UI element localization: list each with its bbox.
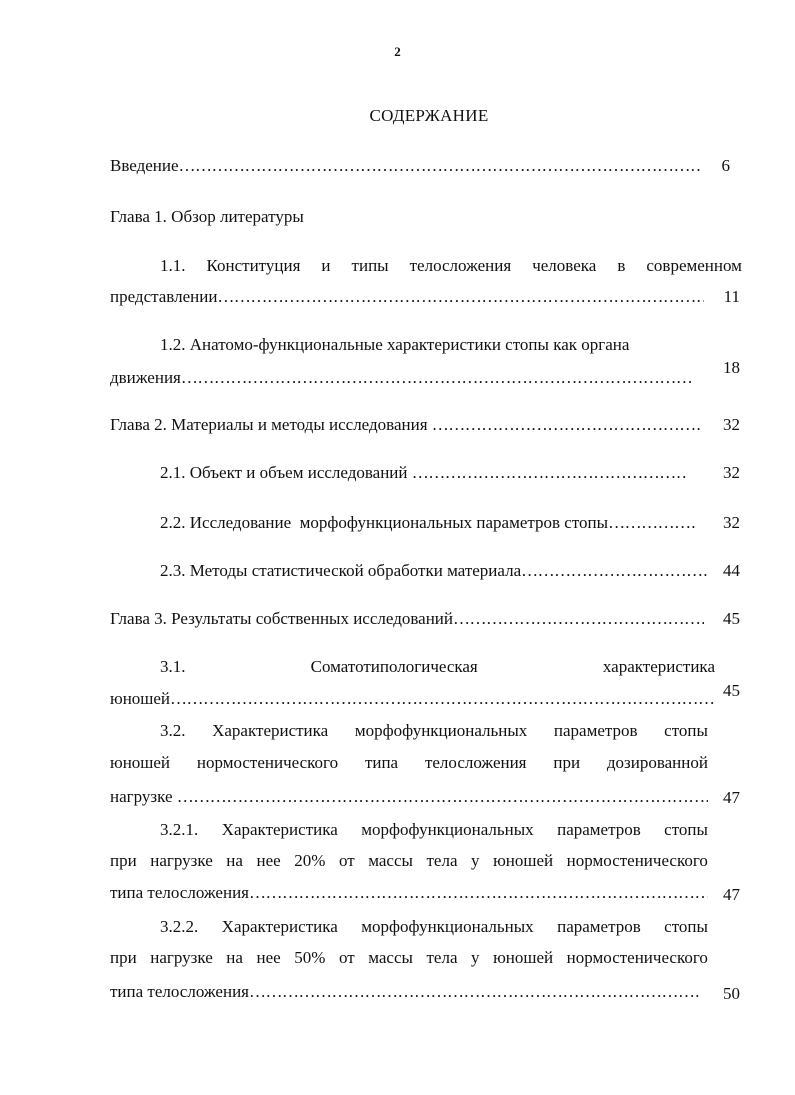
toc-page-number: 44 [723,561,740,580]
toc-page-number: 32 [723,513,740,532]
page-number: 2 [394,44,401,59]
word: 3.2.2. [160,917,199,936]
word: 3.2.1. [160,820,199,839]
word: стопы [664,721,708,740]
word: 3.2. [160,721,186,740]
word: Соматотипологическая [310,657,478,676]
word: Конституция [206,256,301,275]
word: юношей [493,851,554,870]
word: 20% [294,851,326,870]
word: параметров [557,820,641,839]
word: нагрузке [150,948,213,967]
leader-dots [217,286,704,308]
leader-dots [412,462,688,484]
leader-dots [249,882,708,904]
word: морфофункциональных [354,721,528,740]
toc-entry-text: Глава 2. Материалы и методы исследования [110,415,432,434]
word: параметров [557,917,641,936]
toc-entry-text: 2.2. Исследование морфофункциональных параметров стопы [160,513,609,532]
toc-entry-1-2-line2 [110,367,694,389]
toc-entry-3-2-line2 [110,752,708,774]
word: нормостенического [196,753,339,772]
leader-dots [453,608,704,630]
toc-entry-3-2-1-line3 [110,882,708,904]
word: массы [368,948,413,967]
word: нормостенического [566,851,708,870]
word: морфофункциональных [361,820,534,839]
page-title: СОДЕРЖАНИЕ [369,106,489,125]
word: у [471,948,480,967]
word: человека [532,256,597,275]
toc-entry-2-1 [160,462,688,484]
word: Характеристика [221,917,338,936]
leader-dots [432,414,700,436]
word: дозированной [606,753,708,772]
toc-entry-text: представлении [110,287,218,306]
word: от [338,948,355,967]
word: тела [426,948,458,967]
toc-entry-1-1-line2 [110,286,704,308]
leader-dots [170,688,714,710]
word: тела [426,851,458,870]
toc-page-number: 11 [723,287,740,306]
word: при [110,851,137,870]
word: телосложения [409,256,512,275]
word: при [110,948,137,967]
word: у [471,851,480,870]
word: массы [368,851,413,870]
word: Характеристика [221,820,338,839]
toc-entry-text: Глава 3. Результаты собственных исследований [110,609,453,628]
toc-chapter-3 [110,608,704,630]
toc-page-number: 47 [723,885,740,904]
toc-page-number: 32 [723,463,740,482]
toc-entry-1-1-line1 [160,255,742,277]
toc-entry-3-1-line1 [160,656,715,678]
toc-entry-3-2-2-line3 [110,981,700,1003]
toc-entry-3-2-2-line1 [160,916,708,938]
toc-entry-3-1-line2 [110,688,714,710]
toc-entry-3-2-line1 [160,720,708,742]
word: Характеристика [212,721,329,740]
toc-page-number: 18 [723,358,740,377]
word: нее [256,948,281,967]
word: на [226,851,243,870]
toc-page-number: 47 [723,788,740,807]
leader-dots [177,786,708,808]
toc-entry-intro [110,155,700,177]
leader-dots [179,155,700,177]
toc-entry-1-2-line1: 1.2. Анатомо-функциональные характеристики стопы как органа [160,335,630,354]
word: характеристика [602,657,715,676]
word: при [553,753,581,772]
toc-page-number: 32 [723,415,740,434]
word: морфофункциональных [361,917,534,936]
word: от [338,851,355,870]
toc-entry-3-2-line3 [110,786,708,808]
toc-entry-text: нагрузке [110,787,177,806]
word: параметров [553,721,638,740]
word: и [321,256,331,275]
word: юношей [110,753,171,772]
toc-page-number: 45 [723,609,740,628]
toc-page-number: 6 [721,156,730,175]
word: на [226,948,243,967]
toc-entry-2-2 [160,512,698,534]
word: типа [364,753,399,772]
toc-entry-text: движения [110,368,181,387]
word: юношей [493,948,554,967]
toc-entry-text: юношей [110,689,171,708]
toc-entry-text: 2.3. Методы статистической обработки материала [160,561,522,580]
leader-dots [181,367,694,389]
word: типы [351,256,389,275]
leader-dots [521,560,708,582]
toc-entry-text: типа телосложения [110,883,249,902]
toc-entry-3-2-1-line2 [110,850,708,872]
word: 3.1. [160,657,186,676]
word: нагрузке [150,851,213,870]
word: стопы [664,917,708,936]
word: 1.1. [160,256,186,275]
toc-chapter-2 [110,414,700,436]
toc-entry-2-3 [160,560,708,582]
word: нормостенического [566,948,708,967]
word: нее [256,851,281,870]
word: в [617,256,626,275]
word: современном [646,256,742,275]
leader-dots [608,512,698,534]
leader-dots [249,981,700,1003]
toc-chapter-1: Глава 1. Обзор литературы [110,207,304,226]
toc-entry-text: 2.1. Объект и объем исследований [160,463,412,482]
word: телосложения [424,753,527,772]
toc-entry-3-2-1-line1 [160,819,708,841]
toc-page-number: 45 [723,681,740,700]
toc-entry-text: Введение [110,156,179,175]
toc-entry-3-2-2-line2 [110,947,708,969]
word: 50% [294,948,326,967]
word: стопы [664,820,708,839]
toc-page-number: 50 [723,984,740,1003]
toc-entry-text: типа телосложения [110,982,249,1001]
